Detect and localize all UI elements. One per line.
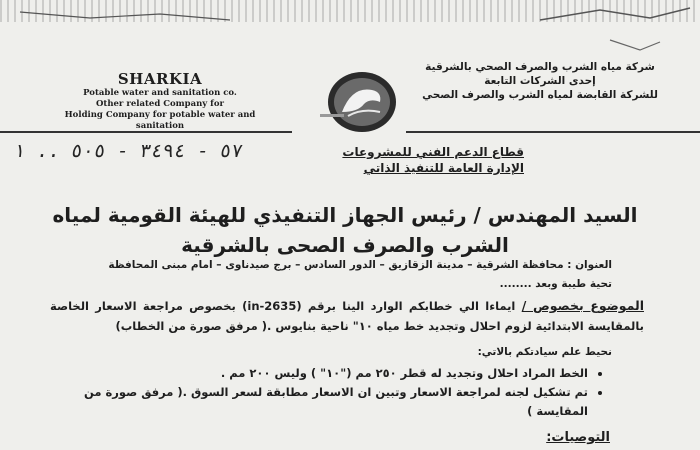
- handwritten-reference-number: ٥٧ - ٣٤٩٤ - ٥٠٥ .. ١: [12, 140, 245, 162]
- subject-paragraph: [50, 296, 644, 336]
- header-en-line: Potable water and sanitation co.: [83, 88, 237, 98]
- header-en-line: Holding Company for potable water and sanitation: [64, 110, 256, 131]
- list-item: • الخط المراد احلال وتجديد له قطر ٢٥٠ مم ("١٠" ) وليس ٢٠٠ مم .: [38, 364, 588, 383]
- findings-list: [38, 364, 608, 421]
- company-header-arabic: [400, 60, 680, 102]
- header-ar-line: للشركة القابضة لمياه الشرب والصرف الصحي: [422, 89, 658, 101]
- department-block: [342, 144, 524, 176]
- address-line: العنوان : محافظة الشرقية – مدينة الزقازيق – الدور السادس – برج صيدناوى – امام مبنى المحافظة: [108, 259, 612, 271]
- company-header-english: [40, 70, 280, 132]
- department-line: قطاع الدعم الفني للمشروعات: [342, 145, 524, 159]
- header-rule-left: [0, 131, 292, 133]
- subject-text: ايماءا الي خطابكم الوارد الينا برقم (in-2635) بخصوص مراجعة الاسعار الخاصة بالمقايسة الابتدائية لزوم احلال وتجديد خط مياه ١٠" ناحية بنايوس .( مرفق صورة من الخطاب): [50, 299, 644, 333]
- header-ar-line: شركة مياه الشرب والصرف الصحي بالشرقية: [425, 61, 655, 73]
- department-line: الإدارة العامة للتنفيذ الذاتي: [363, 161, 524, 175]
- header-ar-line: إحدى الشركات التابعة: [484, 75, 596, 87]
- subject-label: الموضوع بخصوص /: [521, 298, 644, 313]
- handwritten-marks: [0, 0, 700, 60]
- addressee-title: السيد المهندس / رئيس الجهاز التنفيذي للهيئة القومية لمياه الشرب والصرف الصحى بالشرقية: [52, 203, 638, 257]
- company-logo: [318, 68, 400, 136]
- list-item: • تم تشكيل لجنه لمراجعة الاسعار وتبين ان الاسعار مطابقة لسعر السوق .( مرفق صورة من المقايسة ): [38, 383, 588, 421]
- notify-line: نحيط علم سيادتكم بالاتي:: [477, 346, 612, 358]
- company-brand: SHARKIA: [117, 70, 203, 88]
- greeting: تحية طيبة وبعد ........: [499, 278, 612, 290]
- recommendations-heading: التوصيات:: [546, 430, 610, 445]
- header-en-line: Other related Company for: [96, 99, 224, 109]
- header-rule-right: [406, 131, 700, 133]
